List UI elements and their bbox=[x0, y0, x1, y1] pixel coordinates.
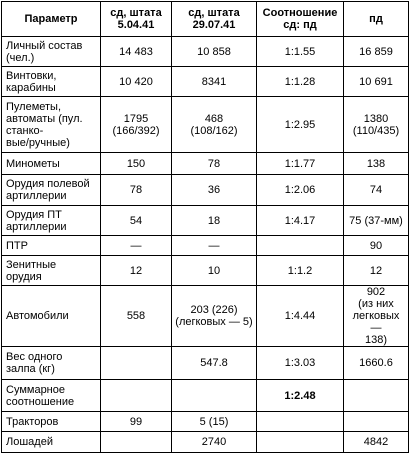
cell-sd-29-07: 468 (108/162) bbox=[172, 97, 257, 153]
cell-ratio: 1:1.28 bbox=[257, 67, 344, 97]
table-row bbox=[2, 37, 409, 67]
table-row bbox=[2, 347, 409, 380]
cell-ratio bbox=[257, 432, 344, 453]
cell-sd-5-04: 10 420 bbox=[101, 67, 172, 97]
cell-sd-29-07 bbox=[172, 380, 257, 412]
row-label: Винтовки, карабины bbox=[2, 67, 101, 97]
cell-sd-5-04: 14 483 bbox=[101, 37, 172, 67]
cell-sd-5-04: 99 bbox=[101, 412, 172, 432]
header-pd: пд bbox=[344, 2, 409, 37]
cell-ratio-total: 1:2.48 bbox=[257, 380, 344, 412]
header-parameter: Параметр bbox=[2, 2, 101, 37]
table-row bbox=[2, 432, 409, 453]
cell-sd-29-07: 78 bbox=[172, 153, 257, 175]
cell-ratio: 1:3.03 bbox=[257, 347, 344, 380]
cell-pd: 4842 bbox=[344, 432, 409, 453]
cell-ratio: 1:2.06 bbox=[257, 175, 344, 206]
table-row bbox=[2, 206, 409, 236]
table-row bbox=[2, 412, 409, 432]
row-label: Личный состав (чел.) bbox=[2, 37, 101, 67]
table-row bbox=[2, 380, 409, 412]
cell-pd: 1380 (110/435) bbox=[344, 97, 409, 153]
cell-sd-29-07: — bbox=[172, 236, 257, 256]
cell-sd-5-04: 558 bbox=[101, 286, 172, 347]
cell-sd-29-07: 10 bbox=[172, 256, 257, 286]
cell-sd-29-07: 5 (15) bbox=[172, 412, 257, 432]
table-row bbox=[2, 175, 409, 206]
cell-sd-29-07: 2740 bbox=[172, 432, 257, 453]
row-label: Зенитные орудия bbox=[2, 256, 101, 286]
cell-sd-29-07: 10 858 bbox=[172, 37, 257, 67]
table-row bbox=[2, 256, 409, 286]
cell-sd-5-04: 1795 (166/392) bbox=[101, 97, 172, 153]
row-label: Орудия полевой артиллерии bbox=[2, 175, 101, 206]
cell-sd-5-04 bbox=[101, 380, 172, 412]
cell-sd-29-07: 36 bbox=[172, 175, 257, 206]
table-row bbox=[2, 67, 409, 97]
cell-ratio: 1:4.44 bbox=[257, 286, 344, 347]
cell-sd-29-07: 547.8 bbox=[172, 347, 257, 380]
cell-ratio: 1:1.55 bbox=[257, 37, 344, 67]
table-row bbox=[2, 286, 409, 347]
cell-sd-29-07: 203 (226) (легковых — 5) bbox=[172, 286, 257, 347]
comparison-table bbox=[1, 1, 409, 453]
cell-pd: 138 bbox=[344, 153, 409, 175]
table-row bbox=[2, 236, 409, 256]
cell-pd bbox=[344, 380, 409, 412]
cell-sd-5-04 bbox=[101, 432, 172, 453]
cell-pd: 1660.6 bbox=[344, 347, 409, 380]
cell-ratio: 1:1.2 bbox=[257, 256, 344, 286]
row-label: Орудия ПТ артиллерии bbox=[2, 206, 101, 236]
row-label: Лошадей bbox=[2, 432, 101, 453]
row-label: Минометы bbox=[2, 153, 101, 175]
cell-sd-5-04 bbox=[101, 347, 172, 380]
cell-pd: 75 (37-мм) bbox=[344, 206, 409, 236]
table-row bbox=[2, 153, 409, 175]
table-row bbox=[2, 97, 409, 153]
cell-pd: 90 bbox=[344, 236, 409, 256]
cell-ratio: 1:4.17 bbox=[257, 206, 344, 236]
cell-pd: 902 (из них легковых — 138) bbox=[344, 286, 409, 347]
cell-sd-5-04: 78 bbox=[101, 175, 172, 206]
cell-sd-29-07: 8341 bbox=[172, 67, 257, 97]
cell-ratio bbox=[257, 236, 344, 256]
cell-sd-29-07: 18 bbox=[172, 206, 257, 236]
row-label: Суммарное соотношение bbox=[2, 380, 101, 412]
cell-pd: 16 859 bbox=[344, 37, 409, 67]
cell-sd-5-04: 54 bbox=[101, 206, 172, 236]
cell-ratio: 1:2.95 bbox=[257, 97, 344, 153]
cell-pd: 10 691 bbox=[344, 67, 409, 97]
header-sd-29-07-41: сд, штата 29.07.41 bbox=[172, 2, 257, 37]
row-label: Вес одного залпа (кг) bbox=[2, 347, 101, 380]
row-label: ПТР bbox=[2, 236, 101, 256]
cell-pd: 12 bbox=[344, 256, 409, 286]
row-label: Тракторов bbox=[2, 412, 101, 432]
row-label: Автомобили bbox=[2, 286, 101, 347]
cell-pd: 74 bbox=[344, 175, 409, 206]
header-row bbox=[2, 2, 409, 37]
cell-ratio: 1:1.77 bbox=[257, 153, 344, 175]
row-label: Пулеметы, автоматы (пул. станко- вые/ручные) bbox=[2, 97, 101, 153]
header-ratio: Соотношение сд: пд bbox=[257, 2, 344, 37]
cell-sd-5-04: 150 bbox=[101, 153, 172, 175]
cell-sd-5-04: 12 bbox=[101, 256, 172, 286]
cell-sd-5-04: — bbox=[101, 236, 172, 256]
cell-pd bbox=[344, 412, 409, 432]
cell-ratio bbox=[257, 412, 344, 432]
header-sd-5-04-41: сд, штата 5.04.41 bbox=[101, 2, 172, 37]
